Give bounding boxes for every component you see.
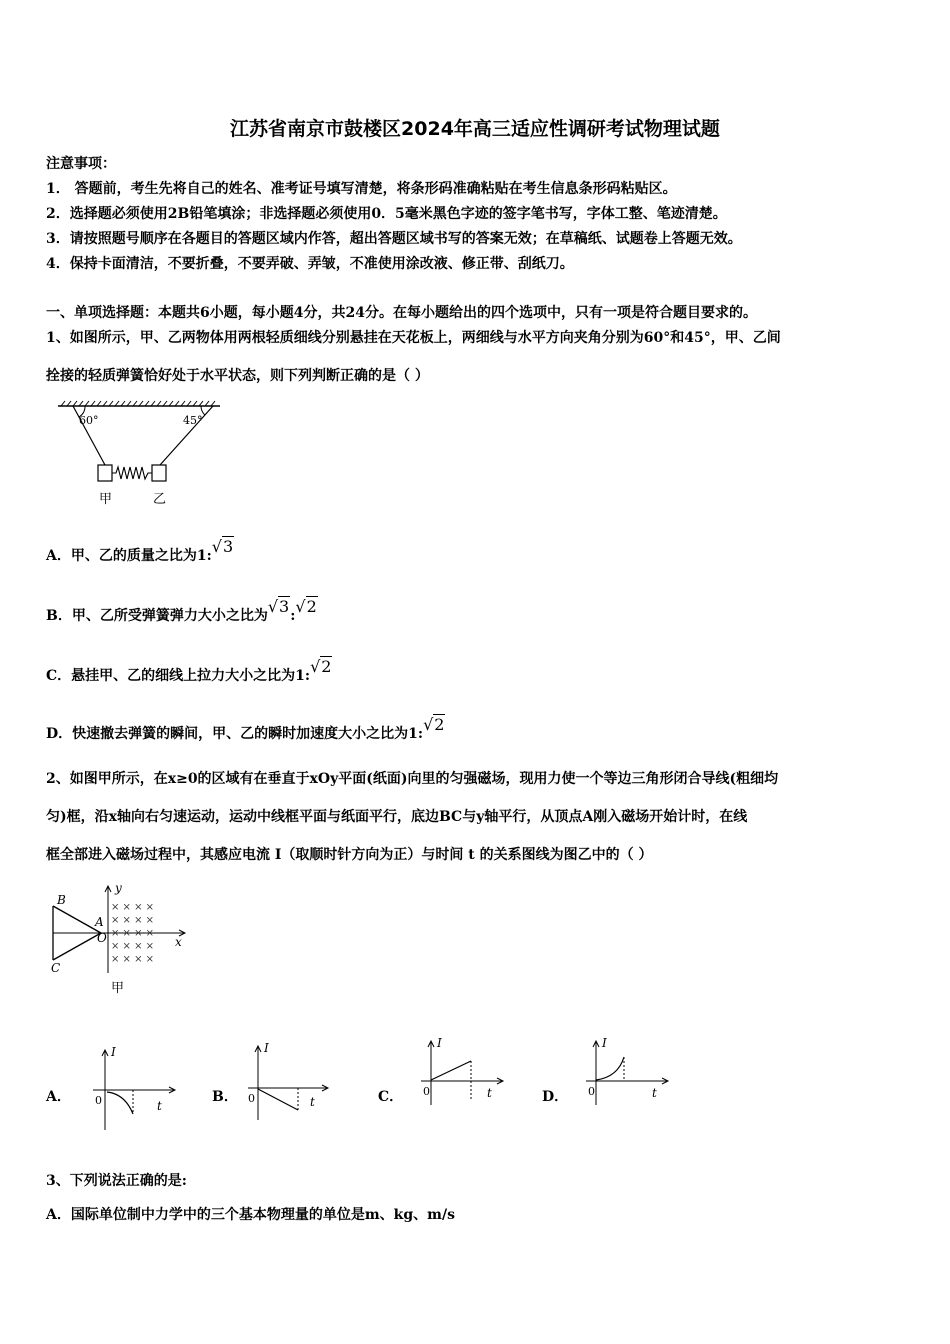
q1-label-left: 甲 bbox=[99, 492, 113, 507]
q2-label-c: C bbox=[51, 961, 61, 975]
sqrt-symbol: √2 bbox=[295, 597, 317, 616]
q2-label-x: x bbox=[175, 935, 182, 949]
q2-label-a: A bbox=[95, 915, 104, 929]
sqrt-symbol: √3 bbox=[267, 597, 290, 616]
q2-label-b: B bbox=[57, 893, 66, 907]
q2-label-y: y bbox=[115, 881, 122, 895]
q3-option-a[interactable]: A．国际单位制中力学中的三个基本物理量的单位是m、kg、m/s bbox=[46, 1207, 455, 1223]
q1-option-c[interactable]: C．悬挂甲、乙的细线上拉力大小之比为1:√2 bbox=[46, 657, 332, 684]
notice-item-1: 1． 答题前，考生先将自己的姓名、准考证号填写清楚，将条形码准确粘贴在考生信息条形码粘贴区。 bbox=[46, 181, 677, 197]
q3-stem: 3、下列说法正确的是: bbox=[46, 1173, 187, 1189]
q2-option-a-label[interactable]: A． bbox=[46, 1089, 71, 1105]
q2-stem-line3: 框全部进入磁场过程中，其感应电流 I（取顺时针方向为正）与时间 t 的关系图线为图乙中的（ ） bbox=[46, 847, 653, 863]
q1-stem-line1: 1、如图所示，甲、乙两物体用两根轻质细线分别悬挂在天花板上，两细线与水平方向夹角分别为60°和45°，甲、乙间 bbox=[46, 330, 781, 346]
svg-text:I: I bbox=[111, 1045, 116, 1059]
svg-text:0: 0 bbox=[248, 1092, 255, 1105]
q2-label-o: O bbox=[97, 931, 107, 945]
q2-graph-c[interactable] bbox=[415, 1035, 510, 1110]
q1-stem-line2: 拴接的轻质弹簧恰好处于水平状态，则下列判断正确的是（ ） bbox=[46, 368, 429, 384]
svg-text:0: 0 bbox=[423, 1085, 430, 1098]
q1-option-d[interactable]: D．快速撤去弹簧的瞬间，甲、乙的瞬时加速度大小之比为1:√2 bbox=[46, 715, 445, 742]
q2-figure-caption: 甲 bbox=[111, 981, 125, 996]
q1-option-b[interactable]: B．甲、乙所受弹簧弹力大小之比为√3:√2 bbox=[46, 597, 317, 624]
page-title: 江苏省南京市鼓楼区2024年高三适应性调研考试物理试题 bbox=[230, 118, 720, 140]
svg-text:× × × ×: × × × × bbox=[111, 915, 155, 926]
notice-item-3: 3．请按照题号顺序在各题目的答题区域内作答，超出答题区域书写的答案无效；在草稿纸、试题卷上答题无效。 bbox=[46, 231, 742, 247]
q2-option-c-label[interactable]: C． bbox=[378, 1089, 404, 1105]
q1-figure bbox=[55, 400, 225, 510]
svg-text:I: I bbox=[264, 1041, 269, 1055]
svg-text:I: I bbox=[602, 1036, 607, 1050]
q2-stem-line2: 匀)框，沿x轴向右匀速运动，运动中线框平面与纸面平行，底边BC与y轴平行，从顶点A刚入磁场开始计时，在线 bbox=[46, 809, 748, 825]
svg-text:0: 0 bbox=[588, 1085, 595, 1098]
svg-text:0: 0 bbox=[95, 1094, 102, 1107]
q1-angle-right: 45° bbox=[183, 414, 203, 427]
q2-stem-line1: 2、如图甲所示，在x≥0的区域有在垂直于xOy平面(纸面)向里的匀强磁场，现用力使一个等边三角形闭合导线(粗细均 bbox=[46, 771, 779, 787]
svg-text:× × × ×: × × × × bbox=[111, 941, 155, 952]
q2-graph-b[interactable] bbox=[240, 1040, 335, 1125]
svg-text:× × × ×: × × × × bbox=[111, 902, 155, 913]
svg-text:t: t bbox=[157, 1099, 162, 1113]
sqrt-symbol: √3 bbox=[211, 537, 234, 556]
q2-option-b-label[interactable]: B． bbox=[212, 1089, 238, 1105]
q1-angle-left: 60° bbox=[79, 414, 99, 427]
q2-figure-jia bbox=[45, 878, 205, 998]
q2-option-d-label[interactable]: D． bbox=[542, 1089, 569, 1105]
q2-graph-d[interactable] bbox=[580, 1035, 675, 1110]
section-heading: 一、单项选择题：本题共6小题，每小题4分，共24分。在每小题给出的四个选项中，只有一项是符合题目要求的。 bbox=[46, 305, 757, 321]
sqrt-symbol: √2 bbox=[423, 715, 445, 734]
notice-item-2: 2．选择题必须使用2B铅笔填涂；非选择题必须使用0．5毫米黑色字迹的签字笔书写，字体工整、笔迹清楚。 bbox=[46, 206, 727, 222]
svg-text:t: t bbox=[652, 1086, 657, 1100]
q1-option-a[interactable]: A．甲、乙的质量之比为1:√3 bbox=[46, 537, 234, 564]
q1-label-right: 乙 bbox=[153, 492, 167, 507]
notice-item-4: 4．保持卡面清洁，不要折叠，不要弄破、弄皱，不准使用涂改液、修正带、刮纸刀。 bbox=[46, 256, 574, 272]
svg-text:× × × ×: × × × × bbox=[111, 928, 155, 939]
svg-text:× × × ×: × × × × bbox=[111, 954, 155, 965]
svg-text:t: t bbox=[487, 1086, 492, 1100]
svg-text:I: I bbox=[437, 1036, 442, 1050]
svg-text:t: t bbox=[310, 1095, 315, 1109]
sqrt-symbol: √2 bbox=[310, 657, 332, 676]
notice-heading: 注意事项： bbox=[46, 156, 116, 172]
q2-graph-a[interactable] bbox=[85, 1042, 180, 1132]
